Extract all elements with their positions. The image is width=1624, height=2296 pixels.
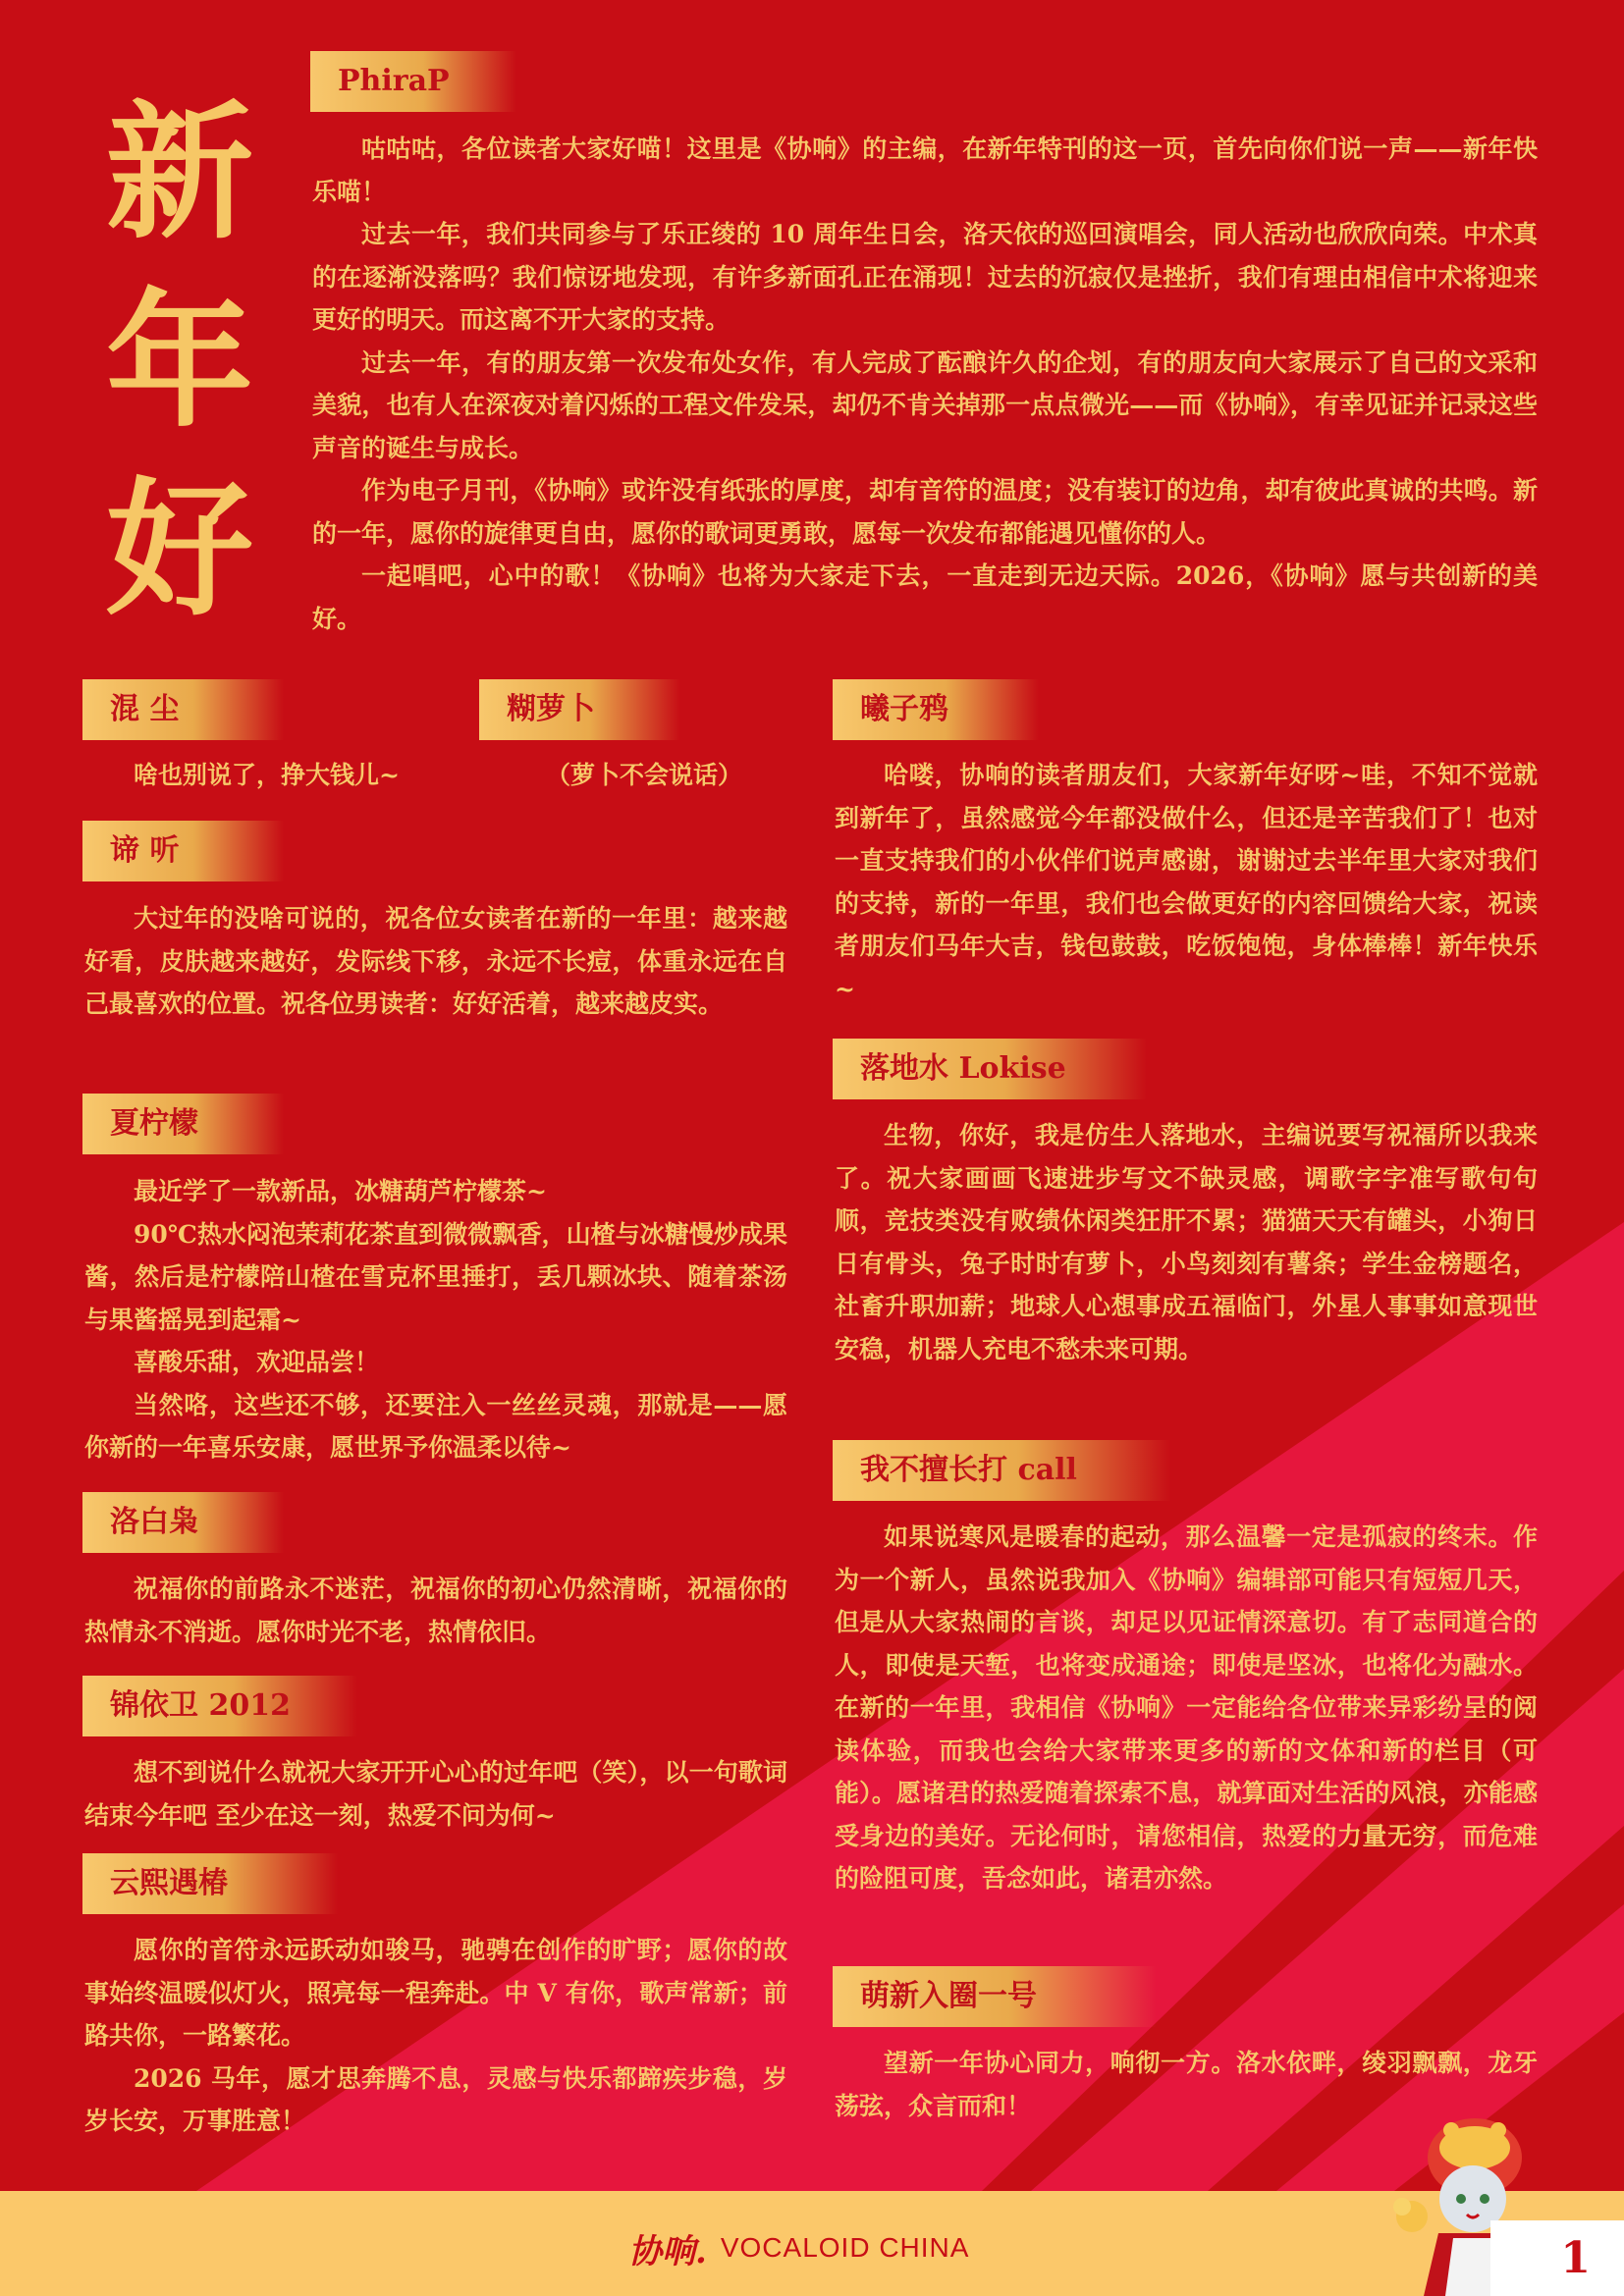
message-paragraph: 2026 马年，愿才思奔腾不息，灵感与快乐都蹄疾步稳，岁岁长安，万事胜意！ bbox=[84, 2063, 787, 2135]
author-tag-yunxiyuchun bbox=[82, 1853, 338, 1914]
author-tag-mengxin bbox=[833, 1966, 1157, 2027]
editor-name: PhiraP bbox=[338, 64, 450, 98]
author-tag-xiziya bbox=[833, 679, 1039, 740]
message-paragraph: 如果说寒风是暖春的起动，那么温馨一定是孤寂的终末。作为一个新人，虽然说我加入《协响》编辑部可能只有短短几天，但是从大家热闹的言谈，却足以见证情深意切。有了志同道合的人，即使是天堑，也将变成通途；即使是坚冰，也将化为融水。在新的一年里，我相信《协响》一定能给各位带来异彩纷呈的阅读体验，而我也会给大家带来更多的新的文体和新的栏目（可能）。愿诸君的热爱随着探索不息，就算面对生活的风浪，亦能感受身边的美好。无论何时，请您相信，热爱的力量无穷，而危难的险阻可度，吾念如此，诸君亦然。 bbox=[835, 1522, 1538, 1893]
author-tag-huluobo bbox=[479, 679, 680, 740]
editor-paragraph: 过去一年，我们共同参与了乐正绫的 10 周年生日会，洛天依的巡回演唱会，同人活动也欣欣向荣。中术真的在逐渐没落吗？我们惊讶地发现，有许多新面孔正在涌现！过去的沉寂仅是挫折，我们有理由相信中术将迎来更好的明天。而这离不开大家的支持。 bbox=[312, 220, 1538, 334]
author-name: 糊萝卜 bbox=[507, 692, 595, 726]
title-char-2: 年 bbox=[106, 275, 254, 448]
editor-paragraph: 一起唱吧，心中的歌！《协响》也将为大家走下去，一直走到无边天际。2026，《协响》愿与共创新的美好。 bbox=[312, 561, 1538, 633]
brand-text: VOCALOID CHINA bbox=[720, 2232, 970, 2263]
author-tag-luobaixiao bbox=[82, 1492, 284, 1553]
author-name: 我不擅长打 call bbox=[860, 1453, 1077, 1487]
message-huluobo bbox=[497, 754, 831, 797]
author-tag-hunchen bbox=[82, 679, 284, 740]
message-xianingmeng bbox=[84, 1170, 787, 1469]
author-name: 落地水 Lokise bbox=[860, 1051, 1066, 1086]
message-wobushanchang bbox=[835, 1516, 1538, 1900]
xiexiang-logo: 协响. bbox=[628, 2231, 707, 2271]
message-xiziya bbox=[835, 754, 1538, 1010]
author-tag-luodishui bbox=[833, 1039, 1147, 1099]
author-name: 洛白枭 bbox=[110, 1505, 198, 1539]
title-char-1: 新 bbox=[106, 86, 254, 259]
message-jinyiwei bbox=[84, 1751, 787, 1837]
editor-paragraph: 咕咕咕，各位读者大家好喵！这里是《协响》的主编，在新年特刊的这一页，首先向你们说一声——新年快乐喵！ bbox=[312, 134, 1538, 206]
message-paragraph: 愿你的音符永远跃动如骏马，驰骋在创作的旷野；愿你的故事始终温暖似灯火，照亮每一程奔赴。中 V 有你，歌声常新；前路共你，一路繁花。 bbox=[84, 1936, 787, 2050]
message-paragraph: 啥也别说了，挣大钱儿~ bbox=[134, 761, 400, 789]
message-paragraph: 大过年的没啥可说的，祝各位女读者在新的一年里：越来越好看，皮肤越来越好，发际线下移，永远不长痘，体重永远在自己最喜欢的位置。祝各位男读者：好好活着，越来越皮实。 bbox=[84, 904, 787, 1018]
author-name: 谛 听 bbox=[110, 833, 180, 868]
author-tag-wobushanchang bbox=[833, 1440, 1171, 1501]
author-name: 萌新入圈一号 bbox=[860, 1979, 1037, 2013]
message-paragraph: 望新一年协心同力，响彻一方。洛水依畔，绫羽飘飘，龙牙荡弦，众言而和！ bbox=[835, 2049, 1538, 2120]
message-paragraph: 想不到说什么就祝大家开开心心的过年吧（笑），以一句歌词结束今年吧 至少在这一刻，热爱不问为何~ bbox=[84, 1758, 787, 1830]
message-paragraph: 90℃热水闷泡茉莉花茶直到微微飘香，山楂与冰糖慢炒成果酱，然后是柠檬陪山楂在雪克杯里捶打，丢几颗冰块、随着茶汤与果酱摇晃到起霜~ bbox=[84, 1219, 787, 1334]
editor-name-tag bbox=[310, 51, 516, 112]
editor-paragraph: 过去一年，有的朋友第一次发布处女作，有人完成了酝酿许久的企划，有的朋友向大家展示了自己的文采和美貌，也有人在深夜对着闪烁的工程文件发呆，却仍不肯关掉那一点点微光——而《协响》，有幸见证并记录这些声音的诞生与成长。 bbox=[312, 347, 1538, 462]
message-paragraph: （萝卜不会说话） bbox=[546, 761, 743, 789]
author-name: 锦依卫 2012 bbox=[110, 1688, 291, 1723]
author-tag-xianingmeng bbox=[82, 1094, 284, 1154]
message-paragraph: 生物，你好，我是仿生人落地水，主编说要写祝福所以我来了。祝大家画画飞速进步写文不缺灵感，调歌字字准写歌句句顺，竞技类没有败绩休闲类狂肝不累；猫猫天天有罐头，小狗日日有骨头，兔子时时有萝卜，小鸟刻刻有薯条；学生金榜题名，社畜升职加薪；地球人心想事成五福临门，外星人事事如意现世安稳，机器人充电不愁未来可期。 bbox=[835, 1121, 1538, 1363]
message-hunchen bbox=[84, 754, 467, 797]
message-paragraph: 祝福你的前路永不迷茫，祝福你的初心仍然清晰，祝福你的热情永不消逝。愿你时光不老，热情依旧。 bbox=[84, 1575, 787, 1646]
message-paragraph: 最近学了一款新品，冰糖葫芦柠檬茶~ bbox=[134, 1177, 547, 1205]
message-luodishui bbox=[835, 1114, 1538, 1370]
message-diting bbox=[84, 897, 787, 1026]
author-name: 夏柠檬 bbox=[110, 1106, 198, 1141]
message-paragraph: 当然咯，这些还不够，还要注入一丝丝灵魂，那就是——愿你新的一年喜乐安康，愿世界予你温柔以待~ bbox=[84, 1390, 787, 1462]
editor-paragraph: 作为电子月刊，《协响》或许没有纸张的厚度，却有音符的温度；没有装订的边角，却有彼此真诚的共鸣。新的一年，愿你的旋律更自由，愿你的歌词更勇敢，愿每一次发布都能遇见懂你的人。 bbox=[312, 476, 1538, 548]
page-number: 1 bbox=[1490, 2220, 1624, 2296]
author-tag-jinyiwei bbox=[82, 1676, 357, 1736]
editor-message bbox=[312, 128, 1538, 640]
new-year-title bbox=[106, 79, 253, 644]
message-yunxiyuchun bbox=[84, 1929, 787, 2143]
author-name: 云熙遇椿 bbox=[110, 1866, 228, 1900]
message-luobaixiao bbox=[84, 1568, 787, 1653]
footer-brand bbox=[628, 2226, 969, 2269]
author-tag-diting bbox=[82, 821, 284, 881]
message-paragraph: 哈喽，协响的读者朋友们，大家新年好呀~哇，不知不觉就到新年了，虽然感觉今年都没做什么，但还是辛苦我们了！也对一直支持我们的小伙伴们说声感谢，谢谢过去半年里大家对我们的支持，新的一年里，我们也会做更好的内容回馈给大家，祝读者朋友们马年大吉，钱包鼓鼓，吃饭饱饱，身体棒棒！新年快乐~ bbox=[835, 761, 1538, 1003]
author-name: 混 尘 bbox=[110, 692, 180, 726]
title-char-3: 好 bbox=[106, 463, 254, 636]
message-paragraph: 喜酸乐甜，欢迎品尝！ bbox=[134, 1348, 380, 1376]
author-name: 曦子鸦 bbox=[860, 692, 948, 726]
